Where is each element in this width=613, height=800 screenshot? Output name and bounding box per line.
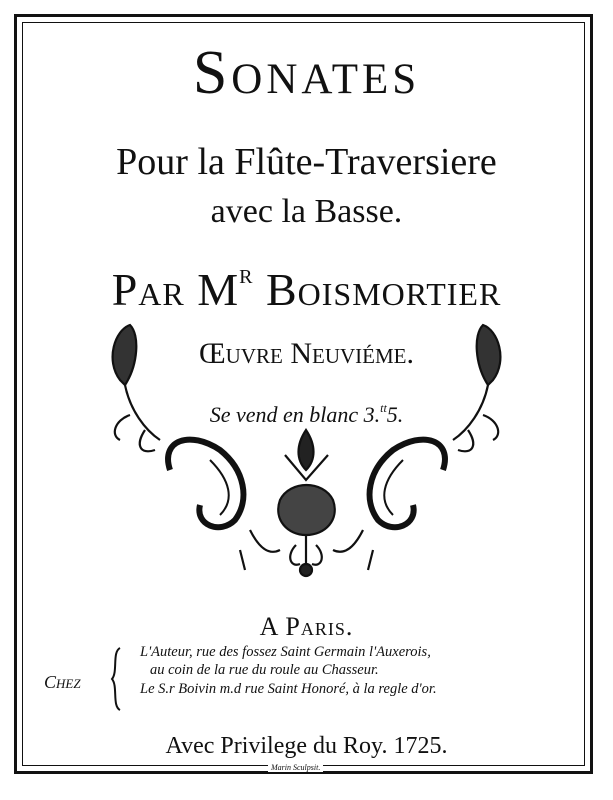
price-text: Se vend en blanc 3. <box>209 402 381 427</box>
author-sup: R <box>239 266 254 288</box>
author-line <box>0 250 613 317</box>
engraver-credit: Marin Sculpsit. <box>268 763 323 772</box>
author-name: Boismortier <box>265 264 502 315</box>
subtitle-line1: Pour la Flûte-Traversiere <box>116 141 497 183</box>
subtitle-line2: avec la Basse. <box>210 193 403 230</box>
page-title: Sonates <box>192 39 421 107</box>
privilege-line: Avec Privilege du Roy. 1725. <box>165 733 448 759</box>
price-sup: tt <box>380 401 387 415</box>
address-line1: L'Auteur, rue des fossez Saint Germain l'Auxerois, <box>140 644 431 660</box>
cartouche-ornament-icon <box>100 320 513 590</box>
brace-icon <box>108 646 124 712</box>
address-line2: au coin de la rue du roule au Chasseur. <box>150 662 379 678</box>
author-prefix: Par M <box>111 264 240 315</box>
opus-number: Œuvre Neuviéme. <box>199 337 414 370</box>
address-line3: Le S.r Boivin m.d rue Saint Honoré, à la regle d'or. <box>140 681 437 697</box>
place-line: A Paris. <box>259 612 354 641</box>
chez-label: Chez <box>44 672 81 692</box>
price-tail: 5. <box>386 402 404 427</box>
